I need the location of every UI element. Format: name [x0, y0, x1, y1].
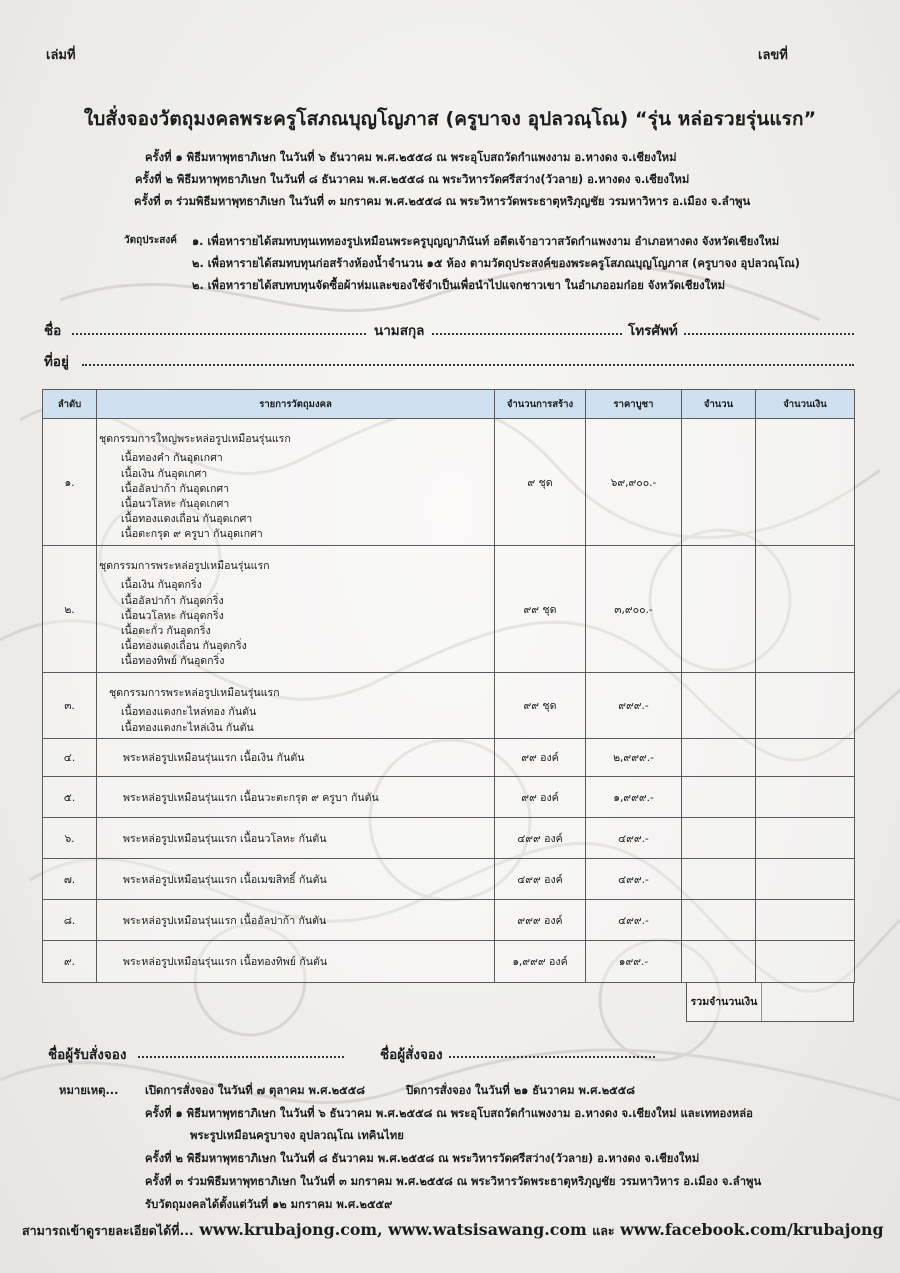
table-row	[43, 818, 855, 859]
receiver-field[interactable]	[138, 1056, 344, 1058]
objective-3: ๒. เพื่อหารายได้สบทบทุนจัดซื้อผ้าห่มและของใช้จำเป็นเพื่อนำไปแจกชาวเขา ในอำเภออมก๋อย จังหวัดเชียงใหม่	[192, 279, 726, 292]
table-header-row	[43, 390, 855, 419]
row-item-title: พระหล่อรูปเหมือนรุ่นแรก เนื้อทองทิพย์ กันตัน	[123, 956, 328, 968]
row-item	[97, 777, 495, 818]
row-amount-input[interactable]	[756, 546, 855, 673]
row-production-qty: ๑,๙๙๙ องค์	[495, 941, 586, 983]
header-amount: จำนวนเงิน	[756, 390, 855, 419]
surname-label: นามสกุล	[374, 323, 425, 339]
footer-facebook-link[interactable]: www.facebook.com/krubajong	[620, 1220, 884, 1239]
note-line-1-cont: พระรูปเหมือนครูบาจง อุปลวณฺโณ เทคินไทย	[190, 1129, 404, 1142]
table-row	[43, 777, 855, 818]
row-item-sub: เนื้อทองคำ กันอุดเกศา	[121, 452, 223, 465]
footer	[22, 1220, 884, 1241]
row-price: ๓,๙๐๐.-	[586, 546, 682, 673]
row-number: ๕.	[43, 777, 97, 818]
row-item-title: พระหล่อรูปเหมือนรุ่นแรก เนื้อเงิน กันตัน	[123, 752, 305, 764]
row-quantity-input[interactable]	[682, 777, 756, 818]
row-item-title: ชุดกรรมการพระหล่อรูปเหมือนรุ่นแรก	[99, 560, 270, 573]
row-number: ๑.	[43, 419, 97, 546]
row-production-qty: ๙๙ ชุด	[495, 546, 586, 673]
row-item-title: พระหล่อรูปเหมือนรุ่นแรก เนื้อเมฆสิทธิ์ กันตัน	[123, 873, 327, 886]
ceremony-line-3: ครั้งที่ ๓ ร่วมพิธีมหาพุทธาภิเษก ในวันที่ ๓ มกราคม พ.ศ.๒๕๕๘ ณ พระวิหารวัดพระธาตุหริภุญชัย วรมหาวิหาร อ.เมือง จ.ลำพูน	[134, 195, 751, 208]
row-item-sub: เนื้อตะกั่ว กันอุดกริ่ง	[121, 625, 211, 637]
orderer-label: ชื่อผู้สั่งจอง	[380, 1047, 443, 1063]
row-amount-input[interactable]	[756, 818, 855, 859]
row-amount-input[interactable]	[756, 673, 855, 739]
header-item: รายการวัตถุมงคล	[97, 390, 495, 419]
address-field[interactable]	[82, 364, 854, 366]
row-item-sub: เนื้อทองแดงกะไหล่เงิน กันตัน	[121, 721, 254, 734]
row-quantity-input[interactable]	[682, 673, 756, 739]
page-title: ใบสั่งจองวัตถุมงคลพระครูโสภณบุญโญภาส (ครูบาจง อุปลวณฺโณ) “รุ่น หล่อรวยรุ่นแรก”	[83, 108, 817, 130]
name-label: ชื่อ	[44, 323, 62, 339]
row-item-sub: เนื้อนวโลหะ กันอุดกริ่ง	[121, 609, 224, 622]
notes-label: หมายเหตุ...	[59, 1084, 119, 1097]
objectives-label: วัตถุประสงค์	[124, 235, 177, 246]
table-row	[43, 859, 855, 900]
row-item	[97, 818, 495, 859]
row-production-qty: ๔๙๙ องค์	[495, 859, 586, 900]
row-item-sub: เนื้อตะกรุด ๙ ครูบา กันอุดเกศา	[121, 528, 263, 541]
row-quantity-input[interactable]	[682, 900, 756, 941]
header-production-qty: จำนวนการสร้าง	[495, 390, 586, 419]
row-item-title: ชุดกรรมการใหญ่พระหล่อรูปเหมือนรุ่นแรก	[99, 433, 291, 446]
row-quantity-input[interactable]	[682, 818, 756, 859]
row-production-qty: ๙ ชุด	[495, 419, 586, 546]
footer-and: และ	[592, 1223, 615, 1238]
row-quantity-input[interactable]	[682, 546, 756, 673]
row-price: ๑๙๙.-	[586, 941, 682, 983]
row-item-sub: เนื้อเงิน กันอุดกริ่ง	[121, 579, 202, 592]
row-amount-input[interactable]	[756, 900, 855, 941]
objective-2: ๒. เพื่อหารายได้สมทบทุนก่อสร้างห้องน้ำจำนวน ๑๕ ห้อง ตามวัตถุประสงค์ของพระครูโสภณบุญโญภาส (ครูบาจง อุปลวณฺโณ)	[192, 257, 800, 270]
row-quantity-input[interactable]	[682, 419, 756, 546]
row-price: ๔๙๙.-	[586, 818, 682, 859]
row-price: ๔๙๙.-	[586, 900, 682, 941]
row-production-qty: ๔๙๙ องค์	[495, 818, 586, 859]
row-item-sub: เนื้อทองแดงเถื่อน กันอุดกริ่ง	[121, 640, 247, 653]
row-item-sub: เนื้ออัลปาก้า กันอุดกริ่ง	[121, 594, 224, 607]
row-quantity-input[interactable]	[682, 739, 756, 777]
book-number-label: เล่มที่	[46, 48, 76, 63]
note-close-date: ปิดการสั่งจอง ในวันที่ ๒๑ ธันวาคม พ.ศ.๒๕๕๘	[406, 1084, 635, 1097]
row-item-title: ชุดกรรมการพระหล่อรูปเหมือนรุ่นแรก	[109, 687, 280, 700]
row-number: ๒.	[43, 546, 97, 673]
row-number: ๘.	[43, 900, 97, 941]
order-items-table	[42, 389, 855, 983]
row-item-title: พระหล่อรูปเหมือนรุ่นแรก เนื้อนวโลหะ กันตัน	[123, 832, 327, 845]
row-item-sub: เนื้อเงิน กันอุดเกศา	[121, 467, 208, 480]
note-line-3: ครั้งที่ ๓ ร่วมพิธีมหาพุทธาภิเษก ในวันที่ ๓ มกราคม พ.ศ.๒๕๕๘ ณ พระวิหารวัดพระธาตุหริภุญชัย วรมหาวิหาร อ.เมือง จ.ลำพูน	[145, 1175, 762, 1188]
receiver-label: ชื่อผู้รับสั่งจอง	[48, 1047, 127, 1063]
note-line-4: รับวัตถุมงคลได้ตั้งแต่วันที่ ๑๒ มกราคม พ.ศ.๒๕๕๙	[145, 1198, 393, 1211]
footer-website-links[interactable]: www.krubajong.com, www.watsisawang.com	[199, 1220, 587, 1239]
row-price: ๙๙๙.-	[586, 673, 682, 739]
phone-field[interactable]	[684, 333, 854, 335]
row-production-qty: ๙๙ องค์	[495, 777, 586, 818]
note-line-2: ครั้งที่ ๒ พิธีมหาพุทธาภิเษก ในวันที่ ๘ ธันวาคม พ.ศ.๒๕๕๘ ณ พระวิหารวัดศรีสว่าง(วัวลาย) อ.หางดง จ.เชียงใหม่	[145, 1152, 700, 1165]
row-item-sub: เนื้อทองแดงเถื่อน กันอุดเกศา	[121, 513, 253, 526]
row-amount-input[interactable]	[756, 419, 855, 546]
orderer-field[interactable]	[449, 1056, 655, 1058]
row-item	[97, 419, 495, 546]
row-amount-input[interactable]	[756, 739, 855, 777]
row-item	[97, 859, 495, 900]
table-row	[43, 900, 855, 941]
row-item	[97, 941, 495, 983]
row-price: ๑,๙๙๙.-	[586, 777, 682, 818]
note-line-1: ครั้งที่ ๑ พิธีมหาพุทธาภิเษก ในวันที่ ๖ ธันวาคม พ.ศ.๒๕๕๘ ณ พระอุโบสถวัดกำแพงงาม อ.หางดง จ.เชียงใหม่ และเททองหล่อ	[145, 1107, 753, 1120]
row-item-sub: เนื้อทองทิพย์ กันอุดกริ่ง	[121, 655, 225, 668]
phone-label: โทรศัพท์	[628, 323, 678, 339]
row-number: ๔.	[43, 739, 97, 777]
total-amount-label: รวมจำนวนเงิน	[686, 983, 762, 1022]
row-item	[97, 900, 495, 941]
row-production-qty: ๙๙ ชุด	[495, 673, 586, 739]
row-item	[97, 739, 495, 777]
row-item-title: พระหล่อรูปเหมือนรุ่นแรก เนื้ออัลปาก้า กันตัน	[123, 914, 327, 927]
note-open-date: เปิดการสั่งจอง ในวันที่ ๗ ตุลาคม พ.ศ.๒๕๕๘	[145, 1084, 365, 1097]
row-production-qty: ๙๙ องค์	[495, 739, 586, 777]
row-number: ๖.	[43, 818, 97, 859]
header-price: ราคาบูชา	[586, 390, 682, 419]
table-row	[43, 673, 855, 739]
row-amount-input[interactable]	[756, 941, 855, 983]
ceremony-line-2: ครั้งที่ ๒ พิธีมหาพุทธาภิเษก ในวันที่ ๘ ธันวาคม พ.ศ.๒๕๕๘ ณ พระวิหารวัดศรีสว่าง(วัวลาย) อ.หางดง จ.เชียงใหม่	[135, 173, 690, 186]
row-price: ๔๙๙.-	[586, 859, 682, 900]
address-label: ที่อยู่	[44, 354, 69, 370]
row-number: ๗.	[43, 859, 97, 900]
row-amount-input[interactable]	[756, 859, 855, 900]
total-amount-field[interactable]	[760, 983, 854, 1022]
ceremony-line-1: ครั้งที่ ๑ พิธีมหาพุทธาภิเษก ในวันที่ ๖ ธันวาคม พ.ศ.๒๕๕๘ ณ พระอุโบสถวัดกำแพงงาม อ.หางดง จ.เชียงใหม่	[145, 151, 677, 164]
row-production-qty: ๙๙๙ องค์	[495, 900, 586, 941]
row-price: ๖๙,๙๐๐.-	[586, 419, 682, 546]
table-row	[43, 419, 855, 546]
row-quantity-input[interactable]	[682, 859, 756, 900]
objective-1: ๑. เพื่อหารายได้สมทบทุนเททองรูปเหมือนพระครูบุญญาภินันท์ อดีตเจ้าอาวาสวัดกำแพงงาม อำเภอหางดง จังหวัดเชียงใหม่	[192, 235, 780, 248]
row-item-title: พระหล่อรูปเหมือนรุ่นแรก เนื้อนวะตะกรุด ๙ ครูบา กันตัน	[123, 791, 379, 804]
name-field[interactable]	[72, 333, 366, 335]
row-number: ๓.	[43, 673, 97, 739]
form-number-label: เลขที่	[758, 48, 788, 63]
row-number: ๙.	[43, 941, 97, 983]
header-no: ลำดับ	[43, 390, 97, 419]
row-item	[97, 673, 495, 739]
footer-prefix: สามารถเข้าดูรายละเอียดได้ที่...	[22, 1223, 194, 1238]
header-quantity: จำนวน	[682, 390, 756, 419]
row-item-sub: เนื้อนวโลหะ กันอุดเกศา	[121, 498, 230, 510]
row-item	[97, 546, 495, 673]
row-quantity-input[interactable]	[682, 941, 756, 983]
surname-field[interactable]	[432, 333, 622, 335]
table-row	[43, 941, 855, 983]
row-amount-input[interactable]	[756, 777, 855, 818]
row-item-sub: เนื้อทองแดงกะไหล่ทอง กันตัน	[121, 706, 257, 719]
row-price: ๒,๙๙๙.-	[586, 739, 682, 777]
table-row	[43, 546, 855, 673]
table-row	[43, 739, 855, 777]
row-item-sub: เนื้ออัลปาก้า กันอุดเกศา	[121, 482, 230, 495]
